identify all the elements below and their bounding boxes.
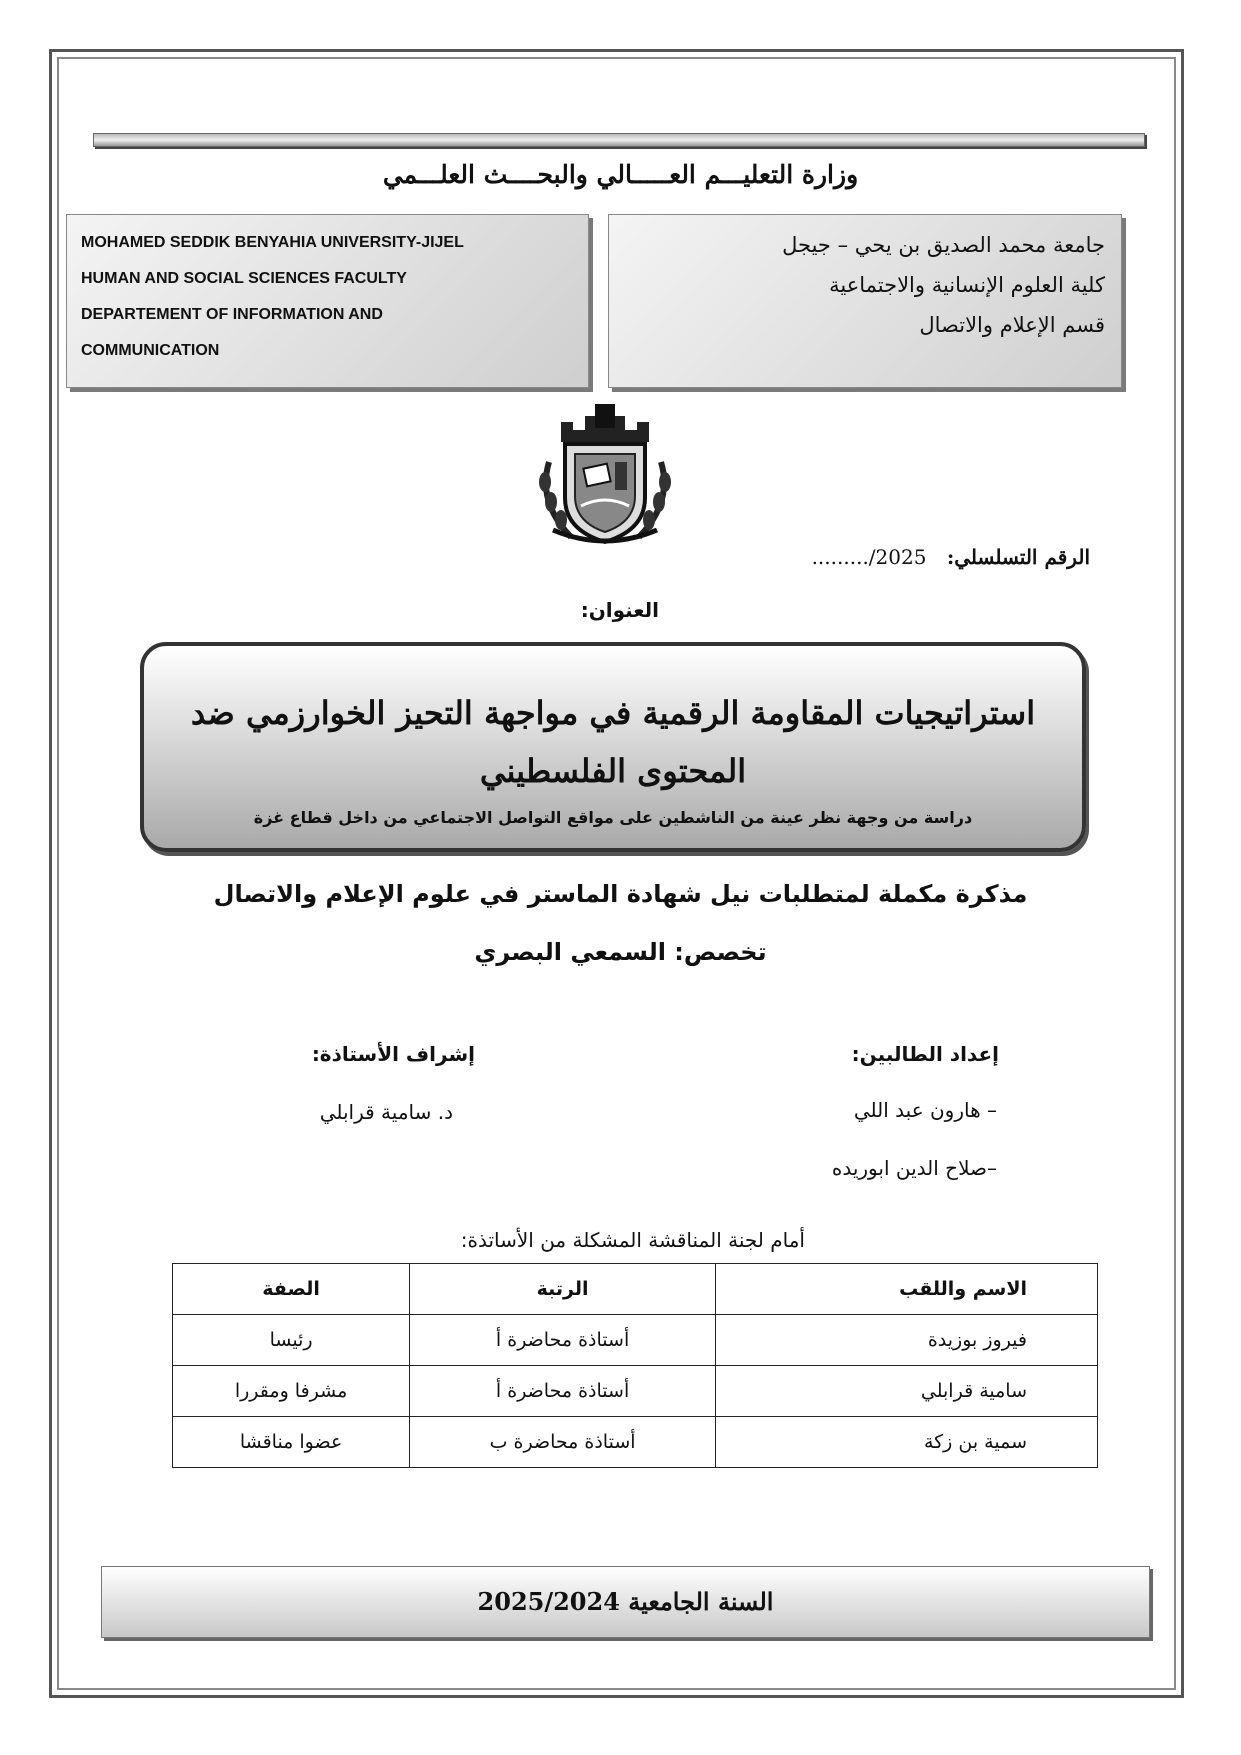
serial-label: الرقم التسلسلي: [946, 545, 1090, 569]
table-header-row [173, 1264, 1098, 1315]
university-name-en: MOHAMED SEDDIK BENYAHIA UNIVERSITY-JIJEL [81, 234, 464, 251]
member-role: رئيسا [173, 1315, 410, 1366]
faculty-name-ar: كلية العلوم الإنسانية والاجتماعية [829, 273, 1105, 297]
student-name: – هارون عبد اللي [853, 1098, 997, 1122]
member-role: عضوا مناقشا [173, 1417, 410, 1468]
university-name-ar: جامعة محمد الصديق بن يحي – جيجل [782, 233, 1105, 257]
member-name: سمية بن زكة [716, 1417, 1098, 1468]
thesis-title-line2: المحتوى الفلسطيني [479, 752, 747, 790]
university-emblem-icon [531, 402, 679, 550]
column-header-role: الصفة [173, 1264, 410, 1315]
title-box [140, 642, 1086, 852]
university-info-ar [608, 214, 1122, 388]
thesis-title [144, 684, 1082, 800]
member-name: سامية قرابلي [716, 1366, 1098, 1417]
memo-statement: مذكرة مكملة لمتطلبات نيل شهادة الماستر في علوم الإعلام والاتصال [213, 880, 1028, 908]
thesis-subtitle: دراسة من وجهة نظر عينة من الناشطين على مواقع التواصل الاجتماعي من داخل قطاع غزة [253, 808, 973, 827]
student-name: –صلاح الدين ابوريده [831, 1156, 997, 1180]
member-name: فيروز بوزيدة [716, 1315, 1098, 1366]
students-label: إعداد الطالبين: [851, 1042, 999, 1066]
member-role: مشرفا ومقررا [173, 1366, 410, 1417]
member-rank: أستاذة محاضرة أ [410, 1315, 716, 1366]
university-info-en [66, 214, 589, 388]
department-name-en-cont: COMMUNICATION [81, 342, 220, 359]
department-name-ar: قسم الإعلام والاتصال [919, 313, 1105, 337]
supervisor-name: د. سامية قرابلي [319, 1100, 453, 1124]
serial-number [812, 545, 1090, 569]
specialty: تخصص: السمعي البصري [474, 938, 767, 966]
department-name-en: DEPARTEMENT OF INFORMATION AND [81, 306, 383, 323]
table-row [173, 1315, 1098, 1366]
committee-table [172, 1263, 1098, 1468]
supervisor-label: إشراف الأستاذة: [311, 1042, 475, 1066]
serial-value: 2025/......... [811, 545, 927, 569]
top-rule [93, 133, 1145, 147]
member-rank: أستاذة محاضرة أ [410, 1366, 716, 1417]
table-row [173, 1366, 1098, 1417]
title-label: العنوان: [580, 598, 659, 622]
committee-heading: أمام لجنة المناقشة المشكلة من الأساتذة: [460, 1228, 805, 1252]
faculty-name-en: HUMAN AND SOCIAL SCIENCES FACULTY [81, 270, 407, 287]
academic-year: السنة الجامعية 2025/2024 [101, 1566, 1150, 1638]
table-row [173, 1417, 1098, 1468]
column-header-name: الاسم واللقب [716, 1264, 1098, 1315]
member-rank: أستاذة محاضرة ب [410, 1417, 716, 1468]
thesis-title-line1: استراتيجيات المقاومة الرقمية في مواجهة التحيز الخوارزمي ضد [190, 694, 1036, 732]
ministry-title: وزارة التعليـــم العـــــالي والبحــــث العلـــمي [382, 160, 859, 189]
column-header-rank: الرتبة [410, 1264, 716, 1315]
